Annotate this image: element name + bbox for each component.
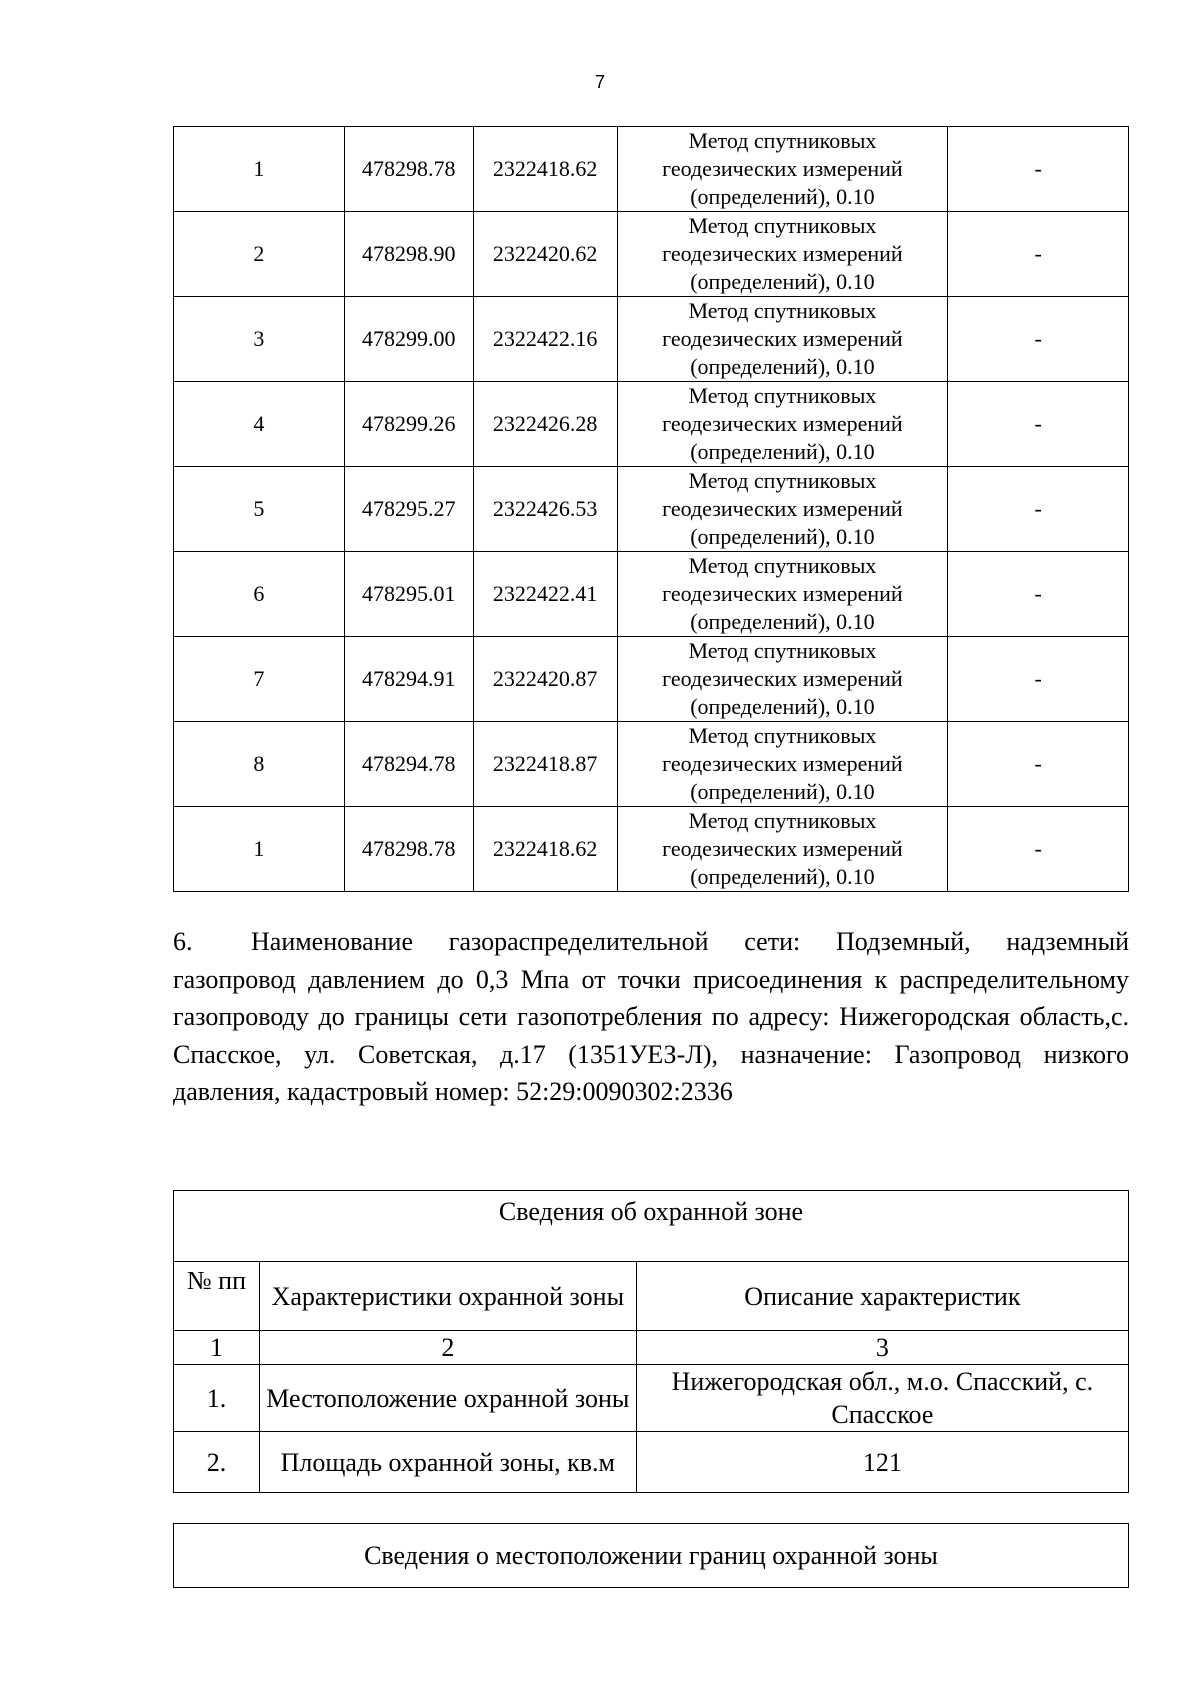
section-number: 6. xyxy=(173,927,193,956)
coord-y: 2322426.28 xyxy=(473,382,617,467)
coord-x: 478299.26 xyxy=(344,382,473,467)
method-text: (определений), 0.10 xyxy=(690,524,875,549)
method-text: (определений), 0.10 xyxy=(690,864,875,889)
colnum-2: 2 xyxy=(259,1331,636,1365)
point-number: 1 xyxy=(174,127,345,212)
zone-row-description: Нижегородская обл., м.о. Спасский, с. Спасское xyxy=(636,1365,1128,1432)
note-cell: - xyxy=(948,127,1129,212)
method-text: Метод спутниковых xyxy=(688,808,877,833)
point-number: 5 xyxy=(174,467,345,552)
method-text: Метод спутниковых xyxy=(688,298,877,323)
point-number: 8 xyxy=(174,722,345,807)
coord-x: 478298.78 xyxy=(344,807,473,892)
point-number: 3 xyxy=(174,297,345,382)
boundary-location-table xyxy=(173,1523,1129,1588)
coord-row xyxy=(174,637,1129,722)
header-number: № пп xyxy=(174,1262,260,1331)
method-text: геодезических измерений xyxy=(662,836,903,861)
point-number: 2 xyxy=(174,212,345,297)
coord-row xyxy=(174,127,1129,212)
header-description: Описание характеристик xyxy=(636,1262,1128,1331)
point-number: 1 xyxy=(174,807,345,892)
page-number: 7 xyxy=(594,72,605,92)
method-text: геодезических измерений xyxy=(662,496,903,521)
zone-table-title: Сведения об охранной зоне xyxy=(174,1191,1129,1262)
method-text: (определений), 0.10 xyxy=(690,609,875,634)
method-text: Метод спутниковых xyxy=(688,723,877,748)
zone-row-number: 1. xyxy=(174,1365,260,1432)
colnum-1: 1 xyxy=(174,1331,260,1365)
method-cell xyxy=(617,552,948,637)
method-text: Метод спутниковых xyxy=(688,553,877,578)
coord-y: 2322420.87 xyxy=(473,637,617,722)
coord-x: 478298.90 xyxy=(344,212,473,297)
method-cell xyxy=(617,297,948,382)
note-cell: - xyxy=(948,297,1129,382)
coord-y: 2322418.62 xyxy=(473,127,617,212)
coord-y: 2322422.41 xyxy=(473,552,617,637)
method-text: (определений), 0.10 xyxy=(690,354,875,379)
colnum-3: 3 xyxy=(636,1331,1128,1365)
method-cell xyxy=(617,382,948,467)
coord-row xyxy=(174,212,1129,297)
coord-row xyxy=(174,807,1129,892)
method-text: (определений), 0.10 xyxy=(690,184,875,209)
method-text: Метод спутниковых xyxy=(688,213,877,238)
zone-colnum-row xyxy=(174,1331,1129,1365)
zone-row xyxy=(174,1432,1129,1493)
zone-row xyxy=(174,1365,1129,1432)
zone-row-number: 2. xyxy=(174,1432,260,1493)
method-cell xyxy=(617,212,948,297)
point-number: 6 xyxy=(174,552,345,637)
method-text: Метод спутниковых xyxy=(688,128,877,153)
method-text: геодезических измерений xyxy=(662,666,903,691)
method-text: (определений), 0.10 xyxy=(690,694,875,719)
coord-x: 478294.91 xyxy=(344,637,473,722)
coord-x: 478295.01 xyxy=(344,552,473,637)
point-number: 4 xyxy=(174,382,345,467)
coord-x: 478295.27 xyxy=(344,467,473,552)
coord-row xyxy=(174,467,1129,552)
coord-y: 2322418.87 xyxy=(473,722,617,807)
note-cell: - xyxy=(948,807,1129,892)
method-text: Метод спутниковых xyxy=(688,638,877,663)
method-text: геодезических измерений xyxy=(662,751,903,776)
section-6-paragraph xyxy=(173,923,1129,1111)
method-text: Метод спутниковых xyxy=(688,468,877,493)
method-cell xyxy=(617,127,948,212)
point-number: 7 xyxy=(174,637,345,722)
coord-row xyxy=(174,722,1129,807)
note-cell: - xyxy=(948,382,1129,467)
method-text: (определений), 0.10 xyxy=(690,269,875,294)
method-text: геодезических измерений xyxy=(662,411,903,436)
zone-row-description: 121 xyxy=(636,1432,1128,1493)
zone-row-characteristic: Местоположение охранной зоны xyxy=(259,1365,636,1432)
method-text: геодезических измерений xyxy=(662,241,903,266)
coordinates-table xyxy=(173,126,1129,892)
coord-x: 478298.78 xyxy=(344,127,473,212)
note-cell: - xyxy=(948,212,1129,297)
note-cell: - xyxy=(948,722,1129,807)
coord-y: 2322426.53 xyxy=(473,467,617,552)
method-text: геодезических измерений xyxy=(662,581,903,606)
coord-x: 478294.78 xyxy=(344,722,473,807)
method-text: (определений), 0.10 xyxy=(690,439,875,464)
method-cell xyxy=(617,807,948,892)
method-cell xyxy=(617,637,948,722)
header-characteristic: Характеристики охранной зоны xyxy=(259,1262,636,1331)
boundary-title-row xyxy=(174,1524,1129,1588)
coord-y: 2322422.16 xyxy=(473,297,617,382)
method-text: Метод спутниковых xyxy=(688,383,877,408)
method-text: (определений), 0.10 xyxy=(690,779,875,804)
coord-row xyxy=(174,382,1129,467)
note-cell: - xyxy=(948,467,1129,552)
method-text: геодезических измерений xyxy=(662,326,903,351)
section-text: Наименование газораспределительной сети: Подземный, надземный газопровод давлением до 0,3 Мпа от точки присоединения к распределительному газопроводу до границы сети газопотребления по адресу: Нижегородская область,с. Спасское, ул. Советская, д.17 (1351УЕЗ-Л), назначение: Газопровод низкого давления, кадастровый номер: 52:29:0090302:2336 xyxy=(173,927,1129,1106)
method-cell xyxy=(617,467,948,552)
zone-header-row xyxy=(174,1262,1129,1331)
protection-zone-table xyxy=(173,1190,1129,1493)
zone-title-row xyxy=(174,1191,1129,1262)
note-cell: - xyxy=(948,552,1129,637)
coord-row xyxy=(174,552,1129,637)
boundary-table-title: Сведения о местоположении границ охранной зоны xyxy=(174,1524,1129,1588)
method-cell xyxy=(617,722,948,807)
coord-x: 478299.00 xyxy=(344,297,473,382)
coord-y: 2322418.62 xyxy=(473,807,617,892)
note-cell: - xyxy=(948,637,1129,722)
zone-row-characteristic: Площадь охранной зоны, кв.м xyxy=(259,1432,636,1493)
coord-row xyxy=(174,297,1129,382)
coord-y: 2322420.62 xyxy=(473,212,617,297)
method-text: геодезических измерений xyxy=(662,156,903,181)
